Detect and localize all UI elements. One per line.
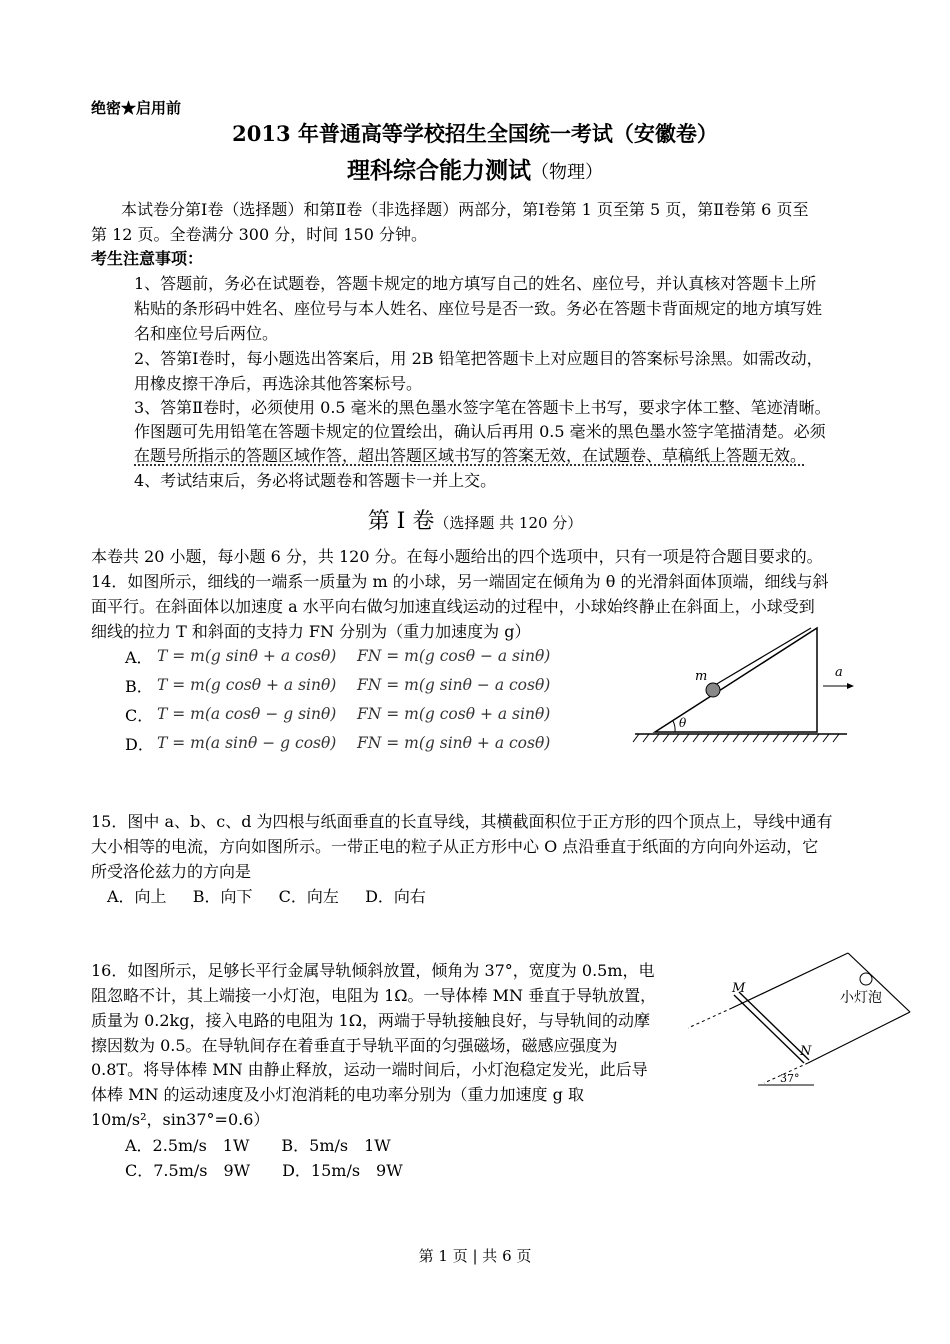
note-2-line-1: 2、答第Ⅰ卷时，每小题选出答案后，用 2B 铅笔把答题卡上对应题目的答案标号涂黑。如需改动， [134,349,823,368]
q14-option-b [125,674,585,703]
option-tension: T = m(a cosθ − g sinθ) [157,705,337,723]
q15-line-3: 所受洛伦兹力的方向是 [91,862,252,881]
section-1-title-sub: （选择题 共 120 分） [434,514,583,532]
option-normal-force: FN = m(g cosθ − a sinθ) [357,647,551,665]
section-1-title-main: 第 Ⅰ 卷 [367,509,435,534]
string-line [715,628,811,685]
q16-line-7: 10m/s²，sin37°=0.6） [91,1110,270,1129]
exam-subtitle [0,155,950,189]
note-3-line-3: 在题号所指示的答题区域作答，超出答题区域书写的答案无效，在试题卷、草稿纸上答题无效。 [134,446,807,465]
rail-bottom-edge [808,1012,910,1063]
option-tension: T = m(g cosθ + a sinθ) [157,676,337,694]
q14-line-2: 面平行。在斜面体以加速度 a 水平向右做匀加速直线运动的过程中，小球始终静止在斜面上，小球受到 [91,597,815,616]
note-1-line-2: 粘贴的条形码中姓名、座位号与本人姓名、座位号是否一致。务必在答题卡背面规定的地方填写姓 [134,299,823,318]
q14-line-1: 14．如图所示，细线的一端系一质量为 m 的小球，另一端固定在倾角为 θ 的光滑斜面体顶端，细线与斜 [91,572,829,591]
q16-line-5: 0.8T。将导体棒 MN 由静止释放，运动一端时间后，小灯泡稳定发光，此后导 [91,1060,648,1079]
q14-option-a [125,645,585,674]
option-label: D． [125,735,154,754]
q14-line-3: 细线的拉力 T 和斜面的支持力 FN 分别为（重力加速度为 g） [91,622,531,641]
arrow-head-icon [847,683,854,689]
option-normal-force: FN = m(g sinθ − a cosθ) [357,676,551,694]
q14-option-d [125,732,585,761]
q16-options-row-1: A．2.5m/s 1W B．5m/s 1W [125,1136,391,1155]
acceleration-label: a [835,665,843,680]
rail-upper-dashed [688,1008,732,1028]
option-tension: T = m(a sinθ − g cosθ) [157,734,337,752]
conductor-rod [734,995,804,1063]
option-normal-force: FN = m(g cosθ + a sinθ) [357,705,551,723]
angle-arc [673,721,675,732]
note-2-line-2: 用橡皮擦干净后，再选涂其他答案标号。 [134,374,423,393]
section-1-desc: 本卷共 20 小题，每小题 6 分，共 120 分。在每小题给出的四个选项中，只有一项是符合题目要求的。 [91,547,823,566]
subtitle-main: 理科综合能力测试 [347,157,531,184]
q14-options [125,645,585,761]
ball-icon [706,683,720,697]
option-tension: T = m(g sinθ + a cosθ) [157,647,337,665]
q14-option-c [125,703,585,732]
q16-line-2: 阻忽略不计，其上端接一小灯泡，电阻为 1Ω。一导体棒 MN 垂直于导轨放置， [91,986,657,1005]
subtitle-sub: （物理） [531,162,603,183]
secret-label: 绝密★启用前 [91,99,182,117]
q15-line-2: 大小相等的电流，方向如图所示。一带正电的粒子从正方形中心 O 点沿垂直于纸面的方向向外运动，它 [91,837,819,856]
q16-line-1: 16．如图所示，足够长平行金属导轨倾斜放置，倾角为 37°，宽度为 0.5m，电 [91,961,655,980]
rail-top-edge [732,953,848,1008]
intro-line-2: 第 12 页。全卷满分 300 分，时间 150 分钟。 [91,225,427,244]
rod-end-m-label: M [732,981,746,996]
note-3-line-2: 作图题可先用铅笔在答题卡规定的位置绘出，确认后再用 0.5 毫米的黑色墨水签字笔描清楚。必须 [134,422,826,441]
note-1-line-3: 名和座位号后两位。 [134,324,279,343]
incline-angle-label: 37° [780,1072,800,1085]
option-normal-force: FN = m(g sinθ + a cosθ) [357,734,551,752]
ball-mass-label: m [695,669,708,684]
note-1-line-1: 1、答题前，务必在试题卷，答题卡规定的地方填写自己的姓名、座位号，并认真核对答题卡上所 [134,274,817,293]
rod-end-n-label: N [800,1044,812,1059]
q15-line-1: 15．图中 a、b、c、d 为四根与纸面垂直的长直导线，其横截面积位于正方形的四个顶点上，导线中通有 [91,812,833,831]
option-label: A． [125,648,153,667]
note-3-line-1: 3、答第Ⅱ卷时，必须使用 0.5 毫米的黑色墨水签字笔在答题卡上书写，要求字体工整、笔迹清晰。 [134,398,831,417]
q16-line-6: 体棒 MN 的运动速度及小灯泡消耗的电功率分别为（重力加速度 g 取 [91,1085,584,1104]
intro-line-1: 本试卷分第Ⅰ卷（选择题）和第Ⅱ卷（非选择题）两部分，第Ⅰ卷第 1 页至第 5 页，第Ⅱ卷第 6 页至 [121,200,809,219]
bulb-icon [860,973,872,985]
conductor-rod-edge [739,992,809,1060]
note-4-line-1: 4、考试结束后，务必将试题卷和答题卡一并上交。 [134,471,497,490]
angle-label: θ [679,716,687,730]
ground-hatching [633,734,839,742]
option-label: B． [125,677,153,696]
q14-incline-figure [625,620,855,750]
option-label: C． [125,706,154,725]
q16-line-3: 质量为 0.2kg，接入电路的电阻为 1Ω，两端于导轨接触良好，与导轨间的动摩 [91,1011,651,1030]
q15-options: A．向上 B．向下 C．向左 D．向右 [107,887,426,906]
q16-options-row-2: C．7.5m/s 9W D．15m/s 9W [125,1161,403,1180]
q16-rails-figure [688,945,918,1095]
section-1-title [0,506,950,539]
page-number: 第 1 页 | 共 6 页 [418,1247,532,1265]
q16-line-4: 擦因数为 0.5。在导轨间存在着垂直于导轨平面的匀强磁场，磁感应强度为 [91,1036,618,1055]
notes-heading: 考生注意事项： [91,249,204,268]
exam-title: 2013 年普通高等学校招生全国统一考试（安徽卷） [232,121,718,146]
bulb-label: 小灯泡 [840,990,882,1006]
